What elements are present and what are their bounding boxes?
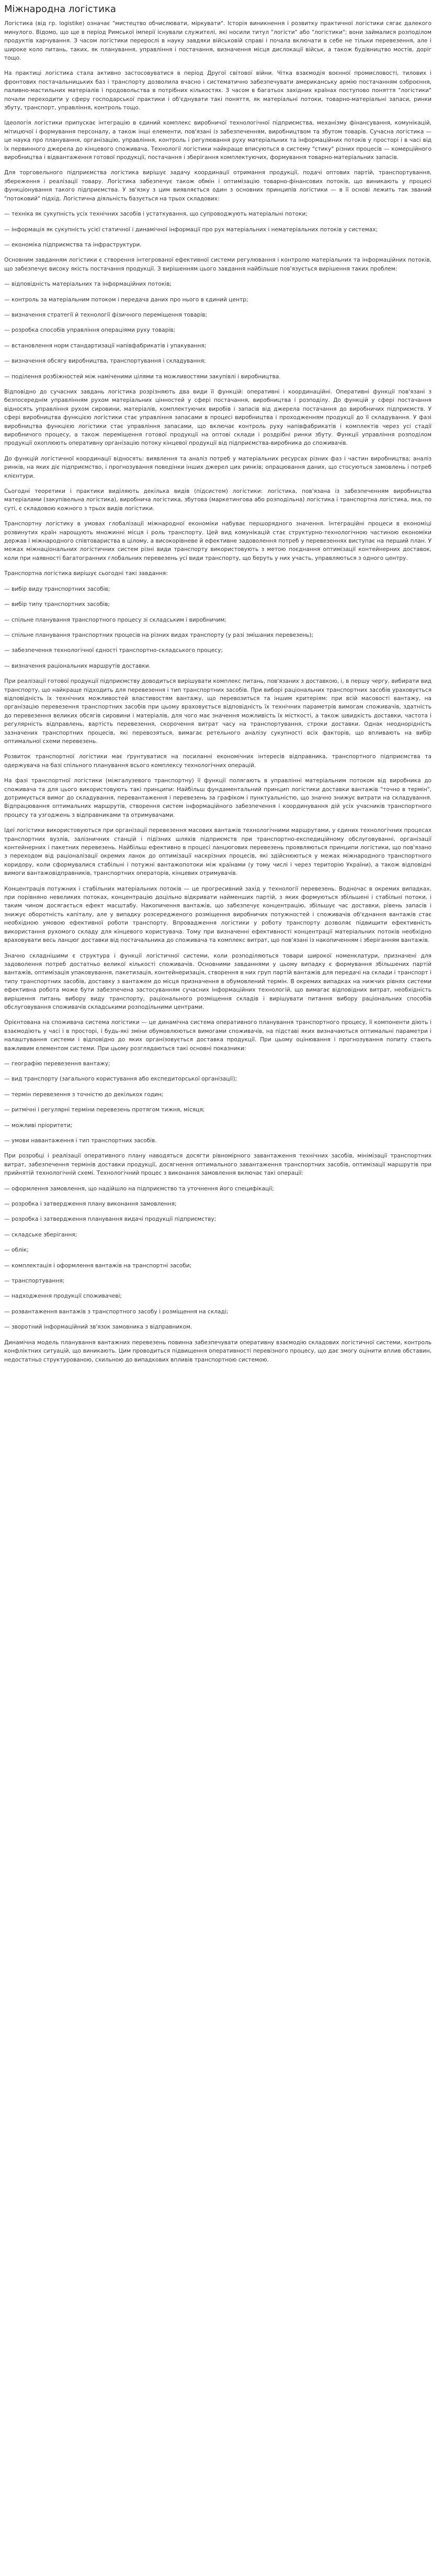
paragraph: Логістика (від гр. logistike) означає "мистецтво обчислювати, міркувати". Історія виникнення і розвитку практичної логістики сягає далекого минулого. Відомо, що ще в період Римської імперії існували служителі, які носили титул "логісти" або "логістики"; вони займалися розподілом продуктів харчування. З часом логістики перерослі в науку завдяки військовій справі і почала включати в себе не тільки перевезення, але і широке коло питань, таких, як планування, управління і постачання, визначення місця дислокації військ, а також будівництво мостів, доріг тощо. (4, 20, 431, 62)
paragraph: До функцій логістичної координації відносять: виявлення та аналіз потреб у матеріальних ресурсах різних фаз і частин виробництва; аналіз ринків, на яких діє підприємство, і прогнозування поведінки інших джерел цих ринків; опрацювання даних, що стосуються замовлень і потреб клієнтури. (4, 455, 431, 479)
paragraph: Для торговельного підприємства логістика вирішує задачу координації отримання продукції, подачі оптових партій, транспортування, збереження і реалізації товару. Логістика забезпечує також обмін і оптимізацію товарно-фінансових потоків, що виникають у процесі функціонування такого підприємства. У зв'язку з цим виявляється один з основних принципів логістики — в її основі лежить так званий "потоковий" підхід. Логістична діяльність базується на трьох складових: (4, 170, 431, 202)
list-item: — вибір виду транспортних засобів; (4, 586, 110, 592)
list-item: — техніка як сукупність усіх технічних засобів і устаткування, що супроводжують матеріальні потоки; (4, 211, 308, 218)
list-item: — спільне планування транспортних процесів на різних видах транспорту (у разі змішаних перевезень); (4, 632, 314, 638)
paragraph: Розвиток транспортної логістики має ґрунтуватися на посиланні економічних інтересів відправника, транспортного підприємства та одержувача на базі спільного планування всього комплексу технологічних операцій. (4, 753, 431, 769)
paragraph: Відповідно до сучасних завдань логістика розрізняють два види її функцій: оперативні і координаційні. Оперативні функції пов'язані з безпосереднім управлінням рухом матеріальних цінностей у сфері постачання, виробництва і розподілу. До функцій у сфері постачання відносять управління рухом сировини, матеріалів, комплектуючих виробів і запасів від джерела постачання до виробничих підприємств. У сфері виробництва функцією логістики стає управління запасами в процесі виробництва і проходженням продукції до її складування. У фазі виробництва функцією логістики стає управління запасами, що включає контроль руху напівфабрикатів і комплектів через усі стадії виробничого процесу, а також переміщення готової продукції на оптові склади і роздрібні ринки збуту. Функції управління розподілом продукції охоплюють оперативну організацію потоку кінцевої продукції від підприємства-виробника до споживачів. (4, 388, 431, 447)
closing-paragraph: Динамічна модель планування вантажних перевезень повинна забезпечувати оперативну взаємодію складових логістичної системи, контроль конфліктних ситуацій, що виникають. Цим проводиться підвищення оперативності перевізного процесу, що дає змогу оцінити вплив обставин, недостатньо структурованою, схильною до випадкових впливів транспортною системою. (4, 1339, 431, 1363)
transport-section (4, 677, 431, 1053)
list-item: — визначення стратегії й технології фізичного переміщення товарів; (4, 311, 208, 318)
list-item: — поділення розбіжностей між наміченими цілями та можливостями закупівлі і виробництва. (4, 373, 281, 380)
paragraph: При розробці і реалізації оперативного плану наводяться досягти рівномірного завантаження технічних засобів, мінімізації транспортних витрат, забезпечення термінів доставки продукції, досягнення оптимального завантаження транспортних засобів, оптимізації маршрутів при прийнятій технологічній схемі. Технологічний процес з виконання замовлення включає такі операції: (4, 1153, 431, 1177)
list-item: — облік; (4, 1247, 29, 1254)
list-item: — термін перевезення з точністю до декількох годин; (4, 1091, 164, 1098)
list-item: — інформація як сукупність усієї статичної і динамічної інформації про рух матеріальних і нематеріальних потоків у системах; (4, 226, 378, 233)
list-item: — вид транспорту (загального користування або експедиторської організації); (4, 1076, 237, 1083)
list-item: — оформлення замовлення, що надійшло на підприємство та уточнення його специфікації; (4, 1185, 274, 1192)
list-item: — ритмічні і регулярні терміни перевезень протягом тижня, місяця; (4, 1107, 205, 1113)
list-logistics-components (4, 210, 431, 249)
list-item: — зворотний інформаційний зв'язок замовника з відправником. (4, 1324, 192, 1331)
list-item: — визначення раціональних маршрутів доставки. (4, 662, 151, 669)
list-item: — складське зберігання; (4, 1231, 77, 1238)
paragraph: Сьогодні теоретики і практики виділяють декілька видів (підсистем) логістики: логістика, пов'язана із забезпеченням виробництва матеріалами (закупівельна логістика), виробнича логістика, збутова (маркетингова або розподільна) логістика і транспортна логістика, яка, по суті, є складовою кожного з трьох видів логістики. (4, 488, 431, 512)
paragraph: Значно складнішими є структура і функції логістичної системи, коли розподіляються товари широкої номенклатури, призначені для задоволення потреб достатньо великої кількості споживачів. Основними завданнями у цьому випадку є формування збільшених партій вантажів, оптимізація упаковування, пакетизація, контейнеризація, створення в них груп партій вантажів для передачі на склади і транспорт і типу транспортних засобів, доставку з вантажем до місця призначення в обумовлений термін. В окремих випадках на нижчих рівнях системи ефективна робота може бути забезпечена застосуванням сучасних інформаційних технологій, що вимагає відповідних витрат, необхідність вирішення питань вибору виду транспорту, раціонального розміщення складів і вирішувати питання вибору раціональних способів обслуговування споживачів складськими розподільними центрами. (4, 952, 431, 1010)
list-item: — транспортування; (4, 1278, 65, 1285)
paragraph: Транспортну логістику в умовах глобалізації міжнародної економіки набуває першорядного значення. Інтеграційні процеси в економіці розвинутих країн нарощують множинні місця і роль транспорту. Цей вид комунікацій стає структурно-технологічною частиною економіки держав і міжнародного співтовариства в цілому, а високорівневе й ефективне задоволення потреб у перевезеннях виступає на перший план. У межах міжнаціональних логістичних систем різні види транспорту використовують з метою поєднання оптимізації контейнерних доставок, коли при наявності багатогранних глобальних перевезень усі види транспорту, що беруть у них участь, управляються з одного центру. (4, 521, 431, 561)
list-indicators (4, 1060, 431, 1145)
list-item: — розвантаження вантажів з транспортного засобу і розміщення на складі; (4, 1308, 229, 1315)
list-item: — визначення обсягу виробництва, транспортування і складування; (4, 358, 206, 365)
functions-section (4, 388, 431, 578)
paragraph: Ідеологія логістики припускає інтеграцію в єдиний комплекс виробничої технологічної підприємства, механізму фінансування, комунікацій, мітицючої і формування персоналу, а також інші елементи, пов'язані із забезпеченням, виробництвом та збутом товарів. Сучасна логістика — це наука про планування, організацію, управління, контроль і регулювання руху матеріальних та інформаційних потоків у просторі і в часі від їх первинного джерела до кінцевого споживача. Технології логістики найкраще вписуються в систему "стику" різних процесів — комерційного виробництва і відвантаження готової продукції, постачання і зберігання комплектуючих, формування товарно-матеріальних запасів. (4, 120, 431, 161)
list-item: — розробка і затвердження плану виконання замовлення; (4, 1201, 177, 1208)
page-title: Міжнародна логістика (4, 4, 116, 15)
paragraph: Основним завданням логістики є створення інтегрованої ефективної системи регулювання і контролю матеріальних та інформаційних потоків, що забезпечує високу якість постачання продукції. З вирішенням цього завдання найбільше пов'язується вирішення таких проблем: (4, 257, 431, 272)
list-item: — вибір типу транспортних засобів; (4, 601, 110, 608)
list-problems (4, 280, 431, 381)
paragraph: При реалізації готової продукції підприємству доводиться вирішувати комплекс питань, пов'язаних з доставкою, і, в першу чергу, вибирати вид транспорту, що найкраще підходить для перевезення і тип транспортних засобів. При виборі раціональних транспортних засобів ураховується відповідність їх технічних можливостей властивостям вантажу, що перевозиться та іншим критеріям: при всій масовості вантажу, на організацію перевезення транспортних засобів при цьому враховується відповідність їх технічних параметрів вимогам споживачів, здатність до перевезення великих обсягів сировини і матеріалів, для чого має значення можливість їх місткості, а також швидкість доставки, частота і регулярність відправлень, вартість перевезення, скорочення витрат часу на транспортування, строки доставки. Однак неоднорідність зазначених транспортних процесів, які перевозяться, вимагає ретельного аналізу сукупності всіх факторів, що впливають на вибір оптимальної схеми перевезень. (4, 678, 431, 745)
list-item: — географію перевезення вантажу; (4, 1060, 110, 1067)
list-item: — умови навантаження і тип транспортних засобів. (4, 1138, 157, 1144)
paragraph: Транспортна логістика вирішує сьогодні такі завдання: (4, 570, 168, 577)
paragraph: Ідеї логістики використовуються при організації перевезення масових вантажів технологічними маршрутами, у єдиних технологічних процесах транспортних вузлів, залізничних станцій і підїзних шляхів підприємств при транспортно-експедиційному обслуговуванні, організації контейнерних і пакетних перевезень. Найбільш ефективно в процесі ланцюгових перевезень проявляються принципи логістики, що пов'язано з переходом від раціоналізації окремих ланок до оптимізації наскрізних процесів, які здійснюються у межах міжнародного транспортного коридору, коли сформувалися стабільні і потужні вантажопотоки між країнами (у тому числі і через територію України), а також відповідні вимоги вантажовідправників, транспортних операторів, кінцевих отримувачів. (4, 827, 431, 877)
list-item: — комплектація і оформлення вантажів на транспортні засоби; (4, 1262, 192, 1269)
list-item: — відповідність матеріальних та інформаційних потоків; (4, 281, 172, 288)
list-item: — надходження продукції споживачеві; (4, 1293, 122, 1300)
list-order-operations (4, 1185, 431, 1332)
list-item: — забезпечення технологічної єдності транспортно-складського процесу; (4, 647, 223, 654)
paragraph: На фазі транспортної логістики (міжгалузевого транспортну) її функції полягають в управлінні матеріальним потоком від виробника до споживача та для цього використовують такі принципи: Найбільш фундаментальний принцип логістики доставки вантажів "точно в термін", дотримується вимог до складування, перевантаження і перевезень за графіком і пунктуальністю, що значно знижує витрати на складування. Відпрацювання оптимальних маршрутів, створення систем інформаційного забезпечення і координування дій усіх учасників транспортного процесу та узгоджень з відправниками та отримувачами. (4, 778, 431, 818)
list-transport-tasks (4, 585, 431, 670)
list-item: — можливі пріоритети; (4, 1122, 73, 1129)
list-item: — контроль за матеріальним потоком і передача даних про нього в єдиний центр; (4, 296, 248, 303)
list-item: — економіка підприємства та інфраструктури. (4, 241, 142, 248)
list-item: — встановлення норм стандартизації напівфабрикатів і упакування; (4, 342, 207, 349)
list-item: — розробка способів управління операціями руху товарів; (4, 327, 176, 334)
paragraph: Орієнтована на споживача система логістики — це динамічна система оперативного планування транспортного процесу, її компоненти діють і взаємодіють у часі і в просторі, і будь-які зміни обумовлюються вимогами споживачів, на підставі яких визначаються оптимальні параметри і налаштування системи і відповідно до яких організовується доставка продукції. При цьому оцінювання і прогнозування попиту стають важливим елементом системи. При цьому розглядаються такі основні показники: (4, 1019, 431, 1052)
list-item: — розробка і затвердження планування видачі продукції підприємству; (4, 1216, 217, 1223)
intro-section (4, 19, 431, 203)
paragraph: Концентрація потужних і стабільних матеріальних потоків — це прогресивний захід у технології перевезень. Водночас в окремих випадках, при порівняно невеликих потоках, концентрацію доцільно відкривати найменших партій, з яких формуються збільшені і стабільні потоки, і таким чином досягається ефект масштабу. Накопичення вантажів, що забезпечує концентрацію, збільшує час доставки, рівень запасів і знижує оборотність капіталу, але у випадку розсередженого розміщення виробничих потужностей і споживачів об'єднання вантажів стає необхідною умовою ефективної роботи транспорту. Впровадження логістики у роботу транспорту дозволяє підвищити ефективність використання рухомого складу для кінцевого користувача. Тому при визначенні ефективності концентрації матеріальних потоків необхідно враховувати весь ланцюг доставки від постачальника до споживача та комплекс витрат, що пов'язані із накопиченням і зберіганням вантажів. (4, 885, 431, 944)
list-item: — спільне планування транспортного процесу зі складським і виробничим; (4, 616, 226, 623)
paragraph: На практиці логістика стала активно застосовуватися в період Другої світової війни. Чітка взаємодія воєнної промисловості, тилових і фронтових постачальницьких баз і транспорту дозволила вчасно і систематично забезпечувати американську армію постачанням озброєння, паливно-мастильних матеріалів і продовольства в потрібних кількостях. З часом в багатьох західних країнах поступово поняття "логістики" почали переходити у сферу господарської практики і об'єднувати такі поняття, як матеріальні потоки, товарно-матеріальні запаси, ринки збуту, транспорт, управління, контроль тощо. (4, 70, 431, 111)
